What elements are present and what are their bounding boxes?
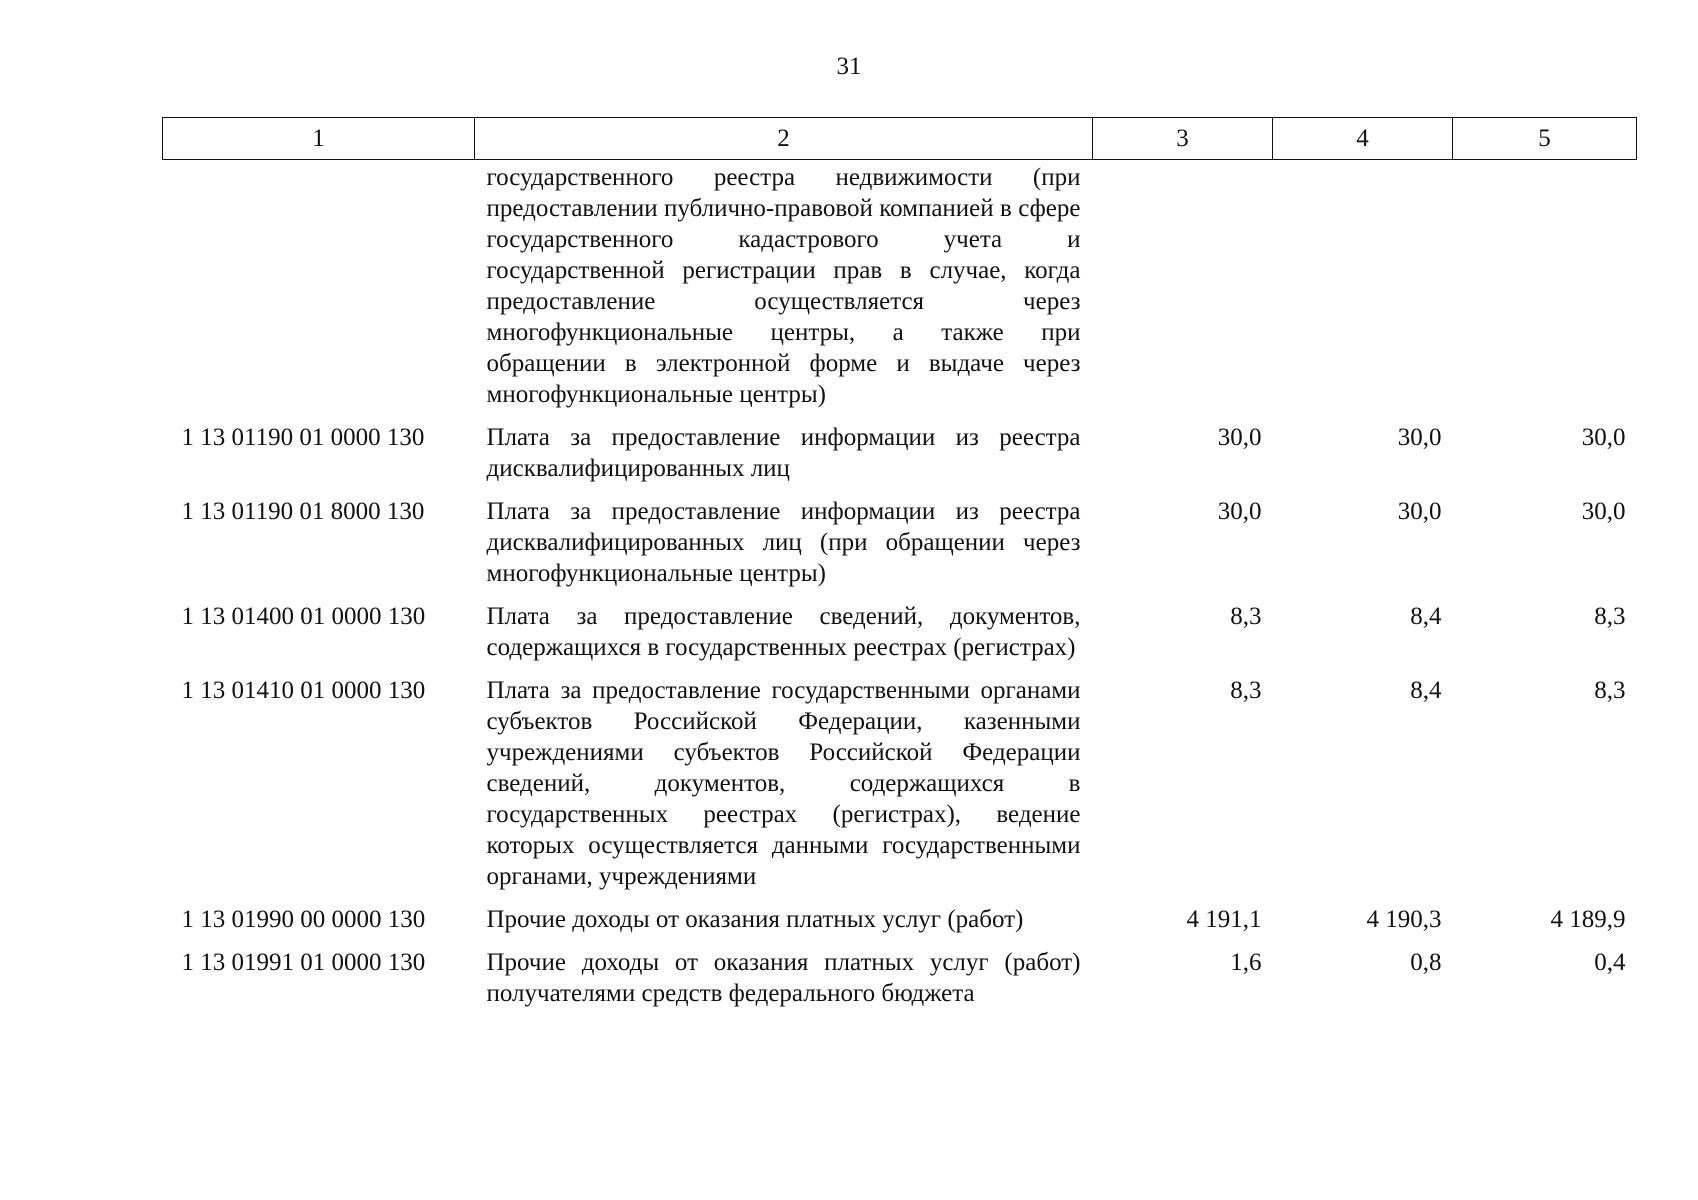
revenue-code: 1 13 01190 01 0000 130 <box>181 424 425 451</box>
revenue-code: 1 13 01400 01 0000 130 <box>181 603 426 630</box>
revenue-name: Плата за предоставление информации из реестра дисквалифицированных лиц (при обращении через многофункциональные центры) <box>486 498 1081 587</box>
value-col-5 <box>1453 160 1637 411</box>
revenue-name: Плата за предоставление сведений, документов, содержащихся в государственных реестрах (регистрах) <box>486 603 1081 661</box>
table-row <box>163 589 1637 663</box>
value-col-5: 30,0 <box>1581 498 1626 525</box>
table-row <box>163 935 1637 1009</box>
revenue-code: 1 13 01410 01 0000 130 <box>181 677 426 704</box>
value-col-3: 1,6 <box>1230 949 1262 976</box>
column-header-4: 4 <box>1273 118 1453 160</box>
value-col-5: 8,3 <box>1594 677 1626 704</box>
column-header-3: 3 <box>1093 118 1273 160</box>
value-col-4: 0,8 <box>1410 949 1442 976</box>
value-col-4: 8,4 <box>1410 603 1442 630</box>
table-row <box>163 892 1637 935</box>
revenue-code <box>163 160 475 411</box>
value-col-3: 4 191,1 <box>1186 906 1262 933</box>
value-col-4: 8,4 <box>1410 677 1442 704</box>
value-col-4: 30,0 <box>1397 498 1442 525</box>
table-row <box>163 484 1637 589</box>
revenue-code: 1 13 01990 00 0000 130 <box>181 906 426 933</box>
table-header-row <box>163 118 1637 160</box>
value-col-4: 30,0 <box>1397 424 1442 451</box>
revenue-name: Плата за предоставление информации из реестра дисквалифицированных лиц <box>486 424 1081 482</box>
value-col-5: 0,4 <box>1594 949 1626 976</box>
value-col-3: 30,0 <box>1217 498 1262 525</box>
value-col-5: 30,0 <box>1581 424 1626 451</box>
column-header-5: 5 <box>1453 118 1637 160</box>
value-col-4: 4 190,3 <box>1366 906 1442 933</box>
column-header-1: 1 <box>163 118 475 160</box>
revenue-name: Прочие доходы от оказания платных услуг (работ) получателями средств федерального бюджета <box>486 949 1081 1007</box>
value-col-3 <box>1093 160 1273 411</box>
value-col-5: 4 189,9 <box>1550 906 1626 933</box>
revenue-name: Плата за предоставление государственными органами субъектов Российской Федерации, казенными учреждениями субъектов Российской Федерации сведений, документов, содержащихся в государственных реестрах (регистрах), ведение которых осуществляется данными государственными органами, учреждениями <box>486 677 1081 890</box>
value-col-3: 30,0 <box>1217 424 1262 451</box>
value-col-4 <box>1273 160 1453 411</box>
column-header-2: 2 <box>475 118 1093 160</box>
page-number: 31 <box>836 53 862 80</box>
table-row <box>163 160 1637 411</box>
revenue-name: Прочие доходы от оказания платных услуг (работ) <box>486 906 1024 933</box>
revenue-table <box>162 117 1637 1009</box>
table-row <box>163 663 1637 892</box>
revenue-name: государственного реестра недвижимости (при предоставлении публично-правовой компанией в сфере государственного кадастрового учета и государственной регистрации прав в случае, когда предоставление осуществляется через многофункциональные центры, а также при обращении в электронной форме и выдаче через многофункциональные центры) <box>486 164 1081 408</box>
value-col-5: 8,3 <box>1594 603 1626 630</box>
value-col-3: 8,3 <box>1230 677 1262 704</box>
revenue-code: 1 13 01991 01 0000 130 <box>181 949 426 976</box>
revenue-code: 1 13 01190 01 8000 130 <box>181 498 425 525</box>
table-row <box>163 410 1637 484</box>
value-col-3: 8,3 <box>1230 603 1262 630</box>
